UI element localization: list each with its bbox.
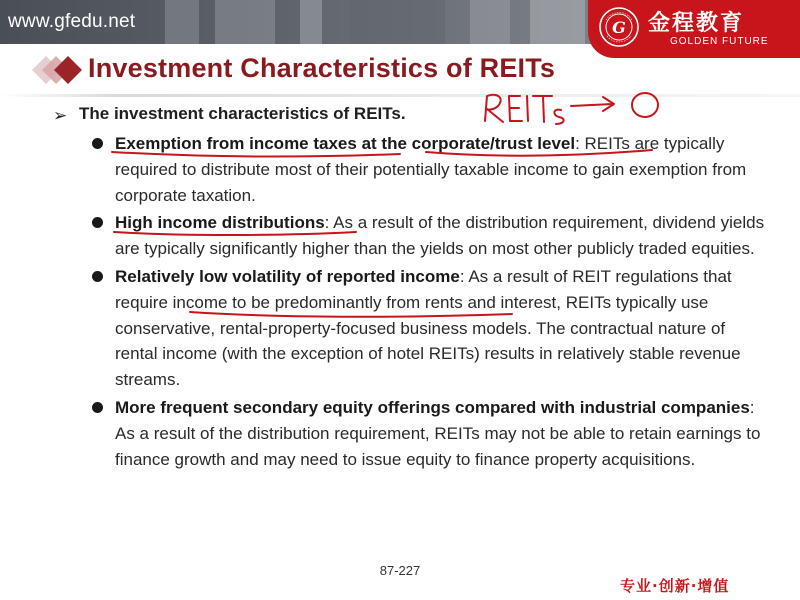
handwritten-arrow-icon xyxy=(571,104,613,106)
bullet-heading: High income distributions xyxy=(115,213,325,233)
bullet-dot-icon xyxy=(92,402,103,413)
bullet-text: : As a result of the distribution requirement, REITs may not be able to retain earnings to finance growth and may need to issue equity to finance property acquisitions. xyxy=(115,397,761,469)
bullet-dot-icon xyxy=(92,217,103,228)
bullet-list xyxy=(88,131,768,474)
logo-name-en: GOLDEN FUTURE xyxy=(670,36,769,47)
svg-text:G: G xyxy=(612,18,626,37)
bullet-item xyxy=(88,264,768,393)
bullet-item xyxy=(88,395,768,472)
bullet-text: : As a result of the distribution requirement, dividend yields are typically significantly higher than the yields on most other publicly traded equities. xyxy=(115,213,765,259)
footer-slogan: 专业·创新·增值 xyxy=(620,577,730,595)
banner-stripe xyxy=(470,0,510,44)
bullet-heading: Relatively low volatility of reported income xyxy=(115,266,460,286)
banner-stripe xyxy=(530,0,585,44)
bullet-dot-icon xyxy=(92,138,103,149)
bullet-heading: More frequent secondary equity offerings compared with industrial companies xyxy=(115,397,750,417)
logo-seal-icon xyxy=(598,6,640,48)
banner-stripe xyxy=(165,0,199,44)
title-divider xyxy=(0,92,800,100)
slide-title: Investment Characteristics of REITs xyxy=(88,53,556,83)
logo-name-cn: 金程教育 xyxy=(648,11,745,36)
site-url[interactable]: www.gfedu.net xyxy=(8,11,136,32)
bullet-text: : REITs are typically required to distribute most of their potentially taxable income to gain exemption from corporate taxation. xyxy=(115,134,747,205)
bullet-item xyxy=(88,210,768,262)
bullet-heading: Exemption from income taxes at the corporate/trust level xyxy=(115,134,576,153)
bullet-item xyxy=(88,131,768,208)
banner-stripe xyxy=(215,0,275,44)
lead-point: The investment characteristics of REITs. xyxy=(79,104,406,123)
lead-arrow-icon: ➢ xyxy=(53,106,68,125)
title-diamond-icon xyxy=(20,50,86,90)
bullet-dot-icon xyxy=(92,271,103,282)
banner-stripe xyxy=(350,0,445,44)
page-number: 87-227 xyxy=(379,563,421,578)
banner-stripe xyxy=(300,0,322,44)
brand-logo xyxy=(588,0,800,58)
bullet-text: : As a result of REIT regulations that require income to be predominantly from rents and interest, REITs typically use conservative, rental-property-focused business models. The contractual nature of rental income (with the exception of hotel REITs) results in relatively stable revenue streams. xyxy=(115,266,741,390)
